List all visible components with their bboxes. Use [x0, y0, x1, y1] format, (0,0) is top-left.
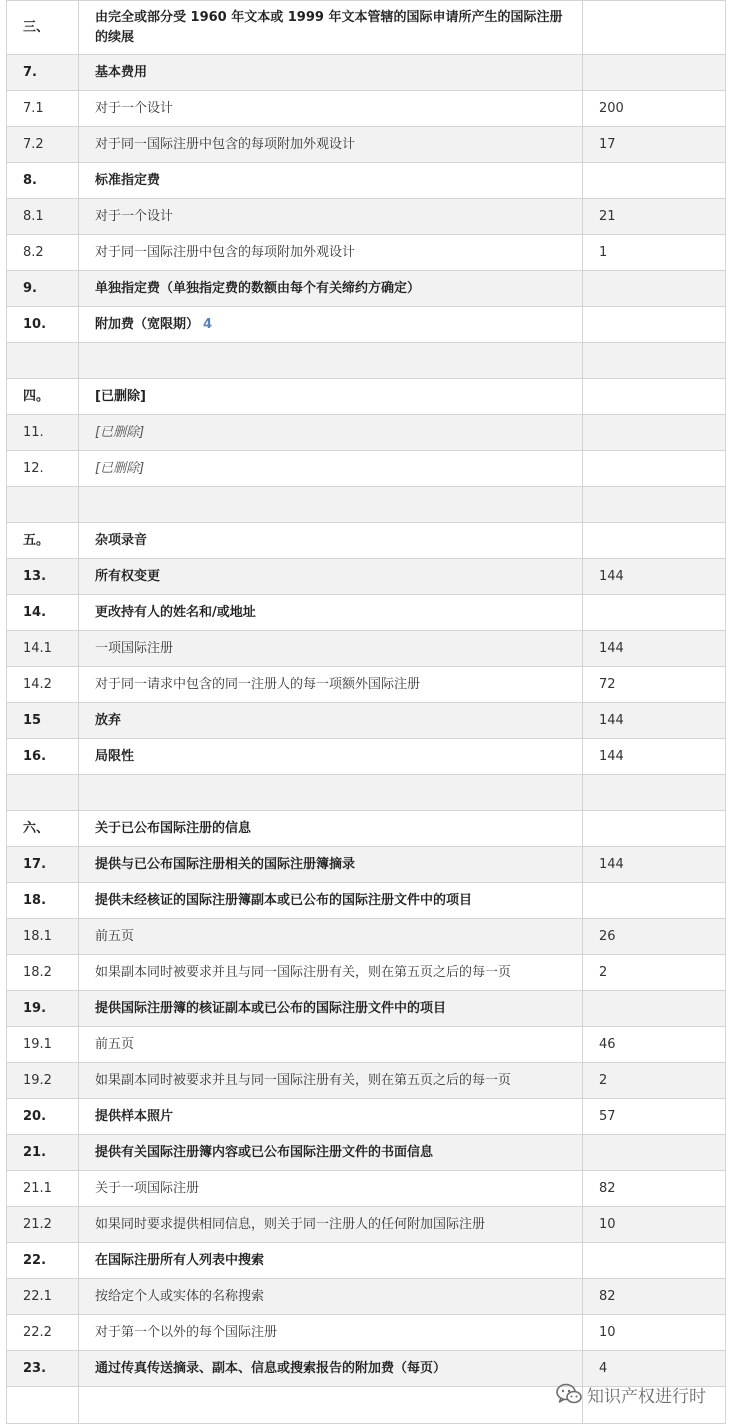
fee-schedule-table	[6, 0, 726, 1424]
item-number: 18.	[7, 883, 79, 919]
table-row	[7, 163, 726, 199]
item-fee	[583, 271, 726, 307]
item-fee: 144	[583, 703, 726, 739]
table-row	[7, 379, 726, 415]
table-row	[7, 631, 726, 667]
item-number: 21.2	[7, 1207, 79, 1243]
table-row	[7, 1135, 726, 1171]
item-fee: 2	[583, 955, 726, 991]
item-fee	[583, 343, 726, 379]
item-number: 8.	[7, 163, 79, 199]
item-description: 局限性	[79, 739, 583, 775]
item-description: 前五页	[79, 1027, 583, 1063]
item-number: 23.	[7, 1351, 79, 1387]
table-row	[7, 1063, 726, 1099]
item-description: 在国际注册所有人列表中搜索	[79, 1243, 583, 1279]
item-fee	[583, 883, 726, 919]
item-fee	[583, 415, 726, 451]
item-fee	[583, 811, 726, 847]
table-row	[7, 343, 726, 379]
item-fee: 17	[583, 127, 726, 163]
item-number: 22.	[7, 1243, 79, 1279]
item-number: 16.	[7, 739, 79, 775]
watermark	[556, 1380, 706, 1408]
item-description: 对于一个设计	[79, 199, 583, 235]
wechat-icon	[556, 1383, 582, 1405]
item-number: 14.2	[7, 667, 79, 703]
item-description: 对于同一国际注册中包含的每项附加外观设计	[79, 127, 583, 163]
table-row	[7, 559, 726, 595]
table-row	[7, 1171, 726, 1207]
item-description: 提供与已公布国际注册相关的国际注册簿摘录	[79, 847, 583, 883]
table-row	[7, 91, 726, 127]
item-description	[79, 343, 583, 379]
item-number: 19.1	[7, 1027, 79, 1063]
table-row	[7, 919, 726, 955]
table-row	[7, 1243, 726, 1279]
item-description: 关于已公布国际注册的信息	[79, 811, 583, 847]
table-row	[7, 199, 726, 235]
item-number	[7, 343, 79, 379]
item-description: 提供样本照片	[79, 1099, 583, 1135]
table-row	[7, 415, 726, 451]
item-description	[79, 307, 583, 343]
item-number: 四。	[7, 379, 79, 415]
table-row	[7, 883, 726, 919]
item-number: 20.	[7, 1099, 79, 1135]
table-row	[7, 127, 726, 163]
watermark-text: 知识产权进行时	[587, 1386, 706, 1407]
item-fee: 144	[583, 631, 726, 667]
table-row	[7, 1207, 726, 1243]
table-row	[7, 487, 726, 523]
footnote-reference-link[interactable]: 4	[203, 316, 213, 332]
item-number: 19.	[7, 991, 79, 1027]
item-fee: 10	[583, 1315, 726, 1351]
item-description: 提供有关国际注册簿内容或已公布国际注册文件的书面信息	[79, 1135, 583, 1171]
item-description	[79, 775, 583, 811]
item-number: 11.	[7, 415, 79, 451]
item-number	[7, 1387, 79, 1424]
table-row	[7, 1027, 726, 1063]
item-fee	[583, 1135, 726, 1171]
item-description: 一项国际注册	[79, 631, 583, 667]
item-fee: 72	[583, 667, 726, 703]
item-description: 对于同一国际注册中包含的每项附加外观设计	[79, 235, 583, 271]
item-number: 12.	[7, 451, 79, 487]
item-description: 更改持有人的姓名和/或地址	[79, 595, 583, 631]
item-fee: 10	[583, 1207, 726, 1243]
item-description: 对于同一请求中包含的同一注册人的每一项额外国际注册	[79, 667, 583, 703]
item-description	[79, 487, 583, 523]
item-fee: 82	[583, 1171, 726, 1207]
item-fee	[583, 523, 726, 559]
table-row	[7, 955, 726, 991]
item-number	[7, 775, 79, 811]
table-row	[7, 991, 726, 1027]
item-fee	[583, 595, 726, 631]
item-number: 22.1	[7, 1279, 79, 1315]
table-row	[7, 235, 726, 271]
item-description: 如果副本同时被要求并且与同一国际注册有关，则在第五页之后的每一页	[79, 955, 583, 991]
item-fee: 200	[583, 91, 726, 127]
item-fee: 144	[583, 739, 726, 775]
item-number: 14.1	[7, 631, 79, 667]
table-row	[7, 739, 726, 775]
table-row	[7, 1099, 726, 1135]
item-fee	[583, 775, 726, 811]
item-number: 17.	[7, 847, 79, 883]
item-fee: 21	[583, 199, 726, 235]
table-row	[7, 1279, 726, 1315]
item-number: 21.1	[7, 1171, 79, 1207]
item-description: 按给定个人或实体的名称搜索	[79, 1279, 583, 1315]
item-number: 9.	[7, 271, 79, 307]
table-row	[7, 307, 726, 343]
item-fee: 2	[583, 1063, 726, 1099]
table-row	[7, 667, 726, 703]
table-row	[7, 271, 726, 307]
item-description: 基本费用	[79, 55, 583, 91]
item-fee: 57	[583, 1099, 726, 1135]
item-description: 标准指定费	[79, 163, 583, 199]
item-description: [已删除]	[79, 415, 583, 451]
item-number: 7.2	[7, 127, 79, 163]
item-number: 18.2	[7, 955, 79, 991]
item-fee: 46	[583, 1027, 726, 1063]
table-row	[7, 523, 726, 559]
item-number: 六、	[7, 811, 79, 847]
item-number: 13.	[7, 559, 79, 595]
item-number: 五。	[7, 523, 79, 559]
item-number	[7, 487, 79, 523]
item-number: 8.2	[7, 235, 79, 271]
item-description: 前五页	[79, 919, 583, 955]
item-description: 由完全或部分受 1960 年文本或 1999 年文本管辖的国际申请所产生的国际注册的续展	[79, 1, 583, 55]
item-description: 关于一项国际注册	[79, 1171, 583, 1207]
item-description: 提供未经核证的国际注册簿副本或已公布的国际注册文件中的项目	[79, 883, 583, 919]
item-fee	[583, 487, 726, 523]
item-description: [已删除]	[79, 379, 583, 415]
table-row	[7, 451, 726, 487]
item-fee	[583, 55, 726, 91]
item-description: 单独指定费（单独指定费的数额由每个有关缔约方确定）	[79, 271, 583, 307]
table-row	[7, 703, 726, 739]
item-fee: 26	[583, 919, 726, 955]
item-number: 三、	[7, 1, 79, 55]
item-description: 提供国际注册簿的核证副本或已公布的国际注册文件中的项目	[79, 991, 583, 1027]
item-fee: 82	[583, 1279, 726, 1315]
item-description: 通过传真传送摘录、副本、信息或搜索报告的附加费（每页）	[79, 1351, 583, 1387]
item-description: [已删除]	[79, 451, 583, 487]
item-number: 21.	[7, 1135, 79, 1171]
table-row	[7, 811, 726, 847]
item-number: 15	[7, 703, 79, 739]
table-row	[7, 1, 726, 55]
item-number: 7.1	[7, 91, 79, 127]
item-fee: 144	[583, 559, 726, 595]
item-fee: 4	[583, 1351, 726, 1387]
item-number: 10.	[7, 307, 79, 343]
item-description: 如果同时要求提供相同信息，则关于同一注册人的任何附加国际注册	[79, 1207, 583, 1243]
item-description: 放弃	[79, 703, 583, 739]
item-number: 18.1	[7, 919, 79, 955]
item-fee	[583, 379, 726, 415]
item-description: 所有权变更	[79, 559, 583, 595]
item-number: 22.2	[7, 1315, 79, 1351]
item-description	[79, 1387, 583, 1424]
table-row	[7, 775, 726, 811]
table-row	[7, 847, 726, 883]
item-fee	[583, 1, 726, 55]
table-row	[7, 55, 726, 91]
item-description: 对于一个设计	[79, 91, 583, 127]
item-fee	[583, 451, 726, 487]
item-description: 对于第一个以外的每个国际注册	[79, 1315, 583, 1351]
item-fee: 1	[583, 235, 726, 271]
item-fee	[583, 1243, 726, 1279]
item-description-text: 附加费（宽限期）	[95, 316, 200, 332]
item-fee	[583, 991, 726, 1027]
item-description: 如果副本同时被要求并且与同一国际注册有关，则在第五页之后的每一页	[79, 1063, 583, 1099]
table-row	[7, 1315, 726, 1351]
item-description: 杂项录音	[79, 523, 583, 559]
item-fee	[583, 163, 726, 199]
table-row	[7, 595, 726, 631]
item-number: 14.	[7, 595, 79, 631]
item-fee	[583, 307, 726, 343]
item-number: 19.2	[7, 1063, 79, 1099]
item-number: 8.1	[7, 199, 79, 235]
item-number: 7.	[7, 55, 79, 91]
item-fee: 144	[583, 847, 726, 883]
